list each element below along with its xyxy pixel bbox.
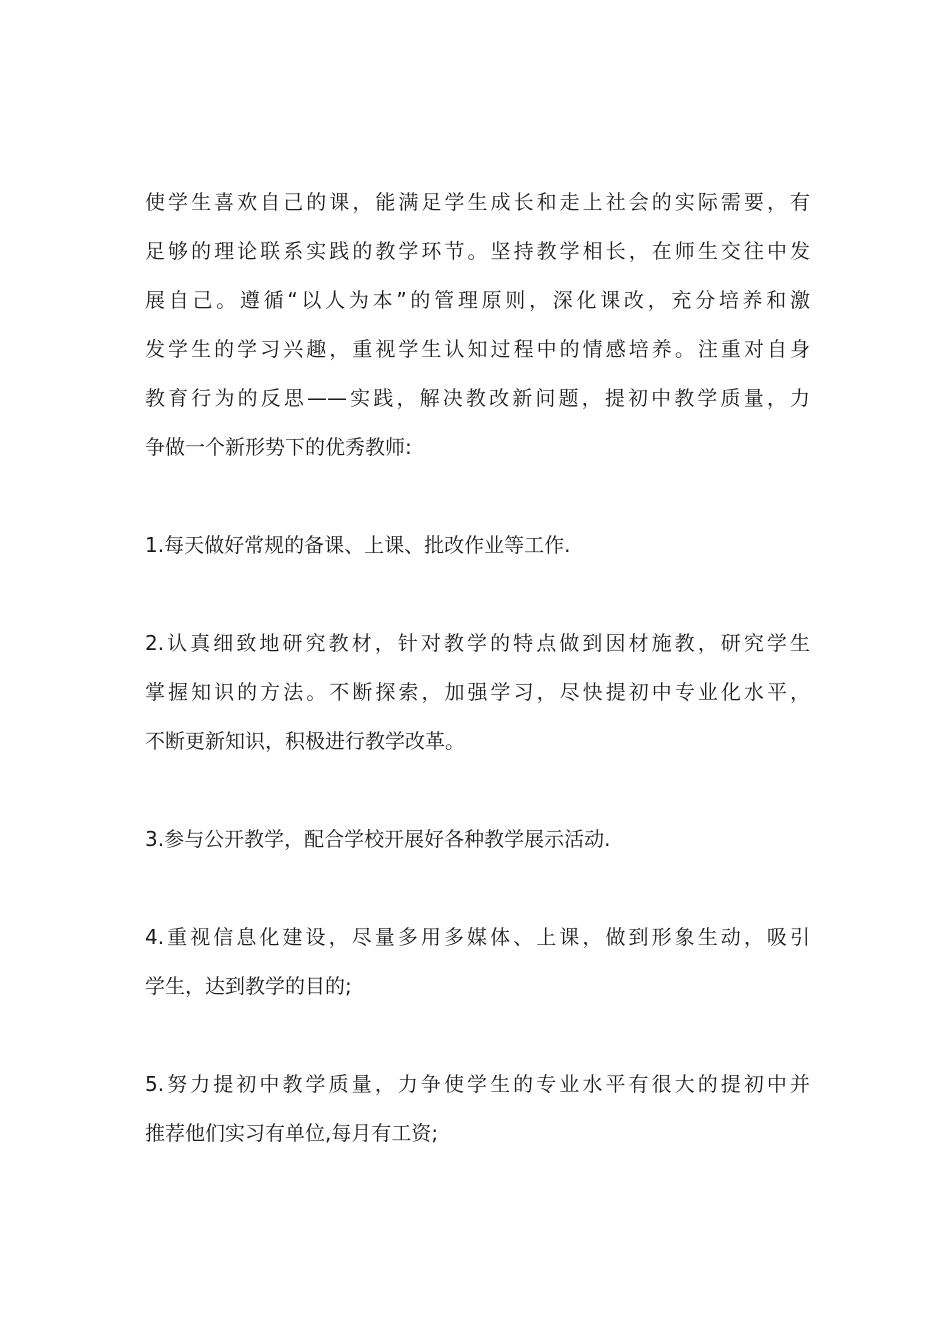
paragraph-line: 教育行为的反思——实践，解决教改新问题，提初中教学质量，力 (145, 386, 810, 410)
paragraph-line: 不断更新知识，积极进行教学改革。 (145, 729, 465, 753)
paragraph-line: 推荐他们实习有单位,每月有工资; (145, 1121, 439, 1145)
document-body (145, 178, 810, 1158)
list-item-1 (145, 521, 810, 570)
paragraph-line: 足够的理论联系实践的教学环节。坚持教学相长，在师生交往中发 (145, 239, 810, 263)
paragraph-line: 4.重视信息化建设，尽量多用多媒体、上课，做到形象生动，吸引 (145, 925, 810, 949)
list-item-4 (145, 913, 810, 1011)
paragraph-line: 3.参与公开教学，配合学校开展好各种教学展示活动. (145, 827, 611, 851)
paragraph-spacer (145, 472, 810, 521)
paragraph-line: 展自己。遵循“以人为本”的管理原则，深化课改，充分培养和激 (145, 288, 810, 312)
paragraph-line: 掌握知识的方法。不断探索，加强学习，尽快提初中专业化水平， (145, 680, 810, 704)
paragraph-line: 学生，达到教学的目的; (145, 974, 352, 998)
paragraph-line: 1.每天做好常规的备课、上课、批改作业等工作. (145, 533, 571, 557)
paragraph-spacer (145, 1011, 810, 1060)
paragraph-spacer (145, 766, 810, 815)
paragraph-line: 发学生的学习兴趣，重视学生认知过程中的情感培养。注重对自身 (145, 337, 810, 361)
paragraph-spacer (145, 570, 810, 619)
paragraph-line: 使学生喜欢自己的课，能满足学生成长和走上社会的实际需要，有 (145, 190, 810, 214)
paragraph-line: 争做一个新形势下的优秀教师: (145, 435, 412, 459)
paragraph-line: 2.认真细致地研究教材，针对教学的特点做到因材施教，研究学生 (145, 631, 810, 655)
list-item-5 (145, 1060, 810, 1158)
paragraph-line: 5.努力提初中教学质量，力争使学生的专业水平有很大的提初中并 (145, 1072, 810, 1096)
list-item-3 (145, 815, 810, 864)
list-item-2 (145, 619, 810, 766)
paragraph-spacer (145, 864, 810, 913)
intro-paragraph (145, 178, 810, 472)
